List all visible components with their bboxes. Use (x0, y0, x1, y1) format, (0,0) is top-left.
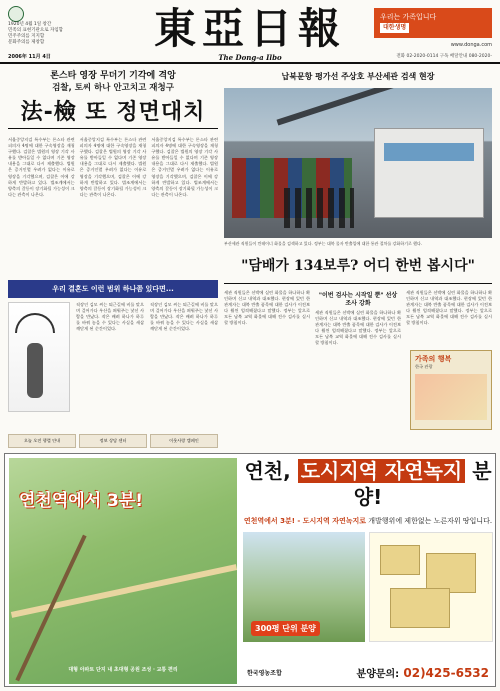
lot-block (426, 553, 476, 593)
issue-date: 2006年 11月 4日 (8, 54, 51, 60)
land-sale-ad[interactable] (4, 453, 496, 687)
quote-headline[interactable]: "담배가 134보루? 어디 한번 봅시다" (224, 257, 492, 284)
lead-body-column: 서울중앙지검 특수부는 론스타 관련 피의자 4명에 대한 구속영장을 재청구했다. 검찰은 법원의 영장 기각 사유를 받아들일 수 없다며 기존 영장 내용을 그대로 다시 제출했다. 법원은 증거인멸 우려가 없다는 이유로 영장을 기각했으며, 검찰은 이에 강하게 반발하고 있다. 법조계에서는 양측의 갈등이 장기화될 가능성이 크다는 관측이 나온다. (8, 137, 75, 197)
feature-body-column: 직장인 김모 씨는 퇴근길에 비를 맞으며 걸어가다 우산을 씌워주는 낯선 사람을 만났다. 작은 배려 하나가 하루를 바꿔 놓을 수 있다는 사실을 새삼 깨닫게 된 순간이었다. (150, 302, 218, 332)
ship-stripe-shape (384, 143, 474, 161)
ad-right-panel (243, 458, 493, 684)
photo-story-body: 세관 직원들은 선박에 실린 화물을 하나하나 확인하며 신고 내역과 대조했다. 현장에 있던 한 관계자는 대북 반출 품목에 대한 검사가 이전보다 훨씬 엄격해졌다고 말했다. 정부는 앞으로 모든 남북 교역 화물에 대해 전수 검사를 실시할 방침이다. (315, 309, 401, 345)
lot-block (380, 545, 420, 575)
feature-story (8, 280, 218, 430)
lead-body-columns (8, 137, 218, 198)
masthead-left-info (8, 6, 128, 46)
ad-map-title: 연천역에서 3분! (19, 491, 144, 511)
logo-seal-icon (8, 6, 24, 22)
side-ad[interactable] (410, 350, 492, 430)
ad-title-suffix: 분양! (353, 459, 492, 509)
ad-contact[interactable] (357, 665, 489, 680)
ship-shape (374, 128, 484, 218)
ad-subtitle-rest: 개발행위에 제한없는 노른자위 땅입니다. (368, 517, 493, 525)
customs-inspection-photo (224, 88, 492, 238)
photo-story-column (315, 290, 401, 347)
photo-story-subhead: "이번 검사는 시작일 뿐" 선상 조사 강화 (318, 291, 398, 307)
ad-contact-label: 분양문의: (356, 669, 400, 680)
ad-contact-phone: 02)425-6532 (403, 666, 489, 680)
divider (8, 128, 218, 129)
umbrella-sketch-illustration (8, 302, 70, 412)
side-ad-sub: 한국 관광 (415, 364, 433, 369)
lot-block (390, 588, 450, 628)
ad-title-prefix: 연천, (244, 459, 291, 483)
ad-subtitle (243, 516, 493, 526)
site-plan-map (369, 532, 493, 642)
masthead-info-line: 1920년 4월 1일 창간 (8, 22, 52, 27)
inspectors-shape (284, 188, 354, 228)
photo-story-column: 세관 직원들은 선박에 실린 화물을 하나하나 확인하며 신고 내역과 대조했다. 현장에 있던 한 관계자는 대북 반출 품목에 대한 검사가 이전보다 훨씬 엄격해졌다고 말했다. 정부는 앞으로 모든 남북 교역 화물에 대해 전수 검사를 실시할 방침이다. (224, 289, 310, 325)
photo-story (224, 70, 492, 346)
masthead-ad-text: 우리는 가족입니다 (380, 13, 437, 21)
landscape-photo (243, 532, 365, 642)
feature-headline[interactable]: 우리 결혼도 이런 범위 하나쯤 있다면... (8, 280, 218, 298)
masthead-contact-info: 전화 02-2020-0114 구독 배달안내 080-2020- (396, 54, 492, 59)
lead-kicker: 론스타 영장 무더기 기각에 격앙 (50, 71, 176, 81)
feature-body (8, 302, 218, 412)
masthead-info-line: 민족의 표현기관으로 자임함 (8, 28, 64, 33)
masthead-url[interactable]: www.donga.com (450, 42, 492, 48)
masthead (0, 0, 500, 64)
lead-headline[interactable]: 法-檢 또 정면대치 (20, 100, 206, 125)
newspaper-title: 東亞日報 (153, 4, 346, 53)
masthead-ad-brand: 대한생명 (380, 23, 409, 33)
ad-photos (243, 532, 493, 642)
photo-story-columns (224, 290, 492, 347)
mini-ad-item[interactable]: 정보 상담 센터 (79, 434, 147, 448)
ad-company (247, 670, 282, 678)
ad-title-highlight: 도시지역 자연녹지 (298, 459, 466, 483)
masthead-ad[interactable] (374, 8, 492, 38)
person-shape (27, 343, 43, 398)
mini-ad-item[interactable]: 오늘 오전 행렬 안내 (8, 434, 76, 448)
crane-shape (276, 88, 411, 125)
ad-badge: 300평 단위 분양 (251, 621, 320, 636)
lead-body-column: 서울중앙지검 특수부는 론스타 관련 피의자 4명에 대한 구속영장을 재청구했다. 검찰은 법원의 영장 기각 사유를 받아들일 수 없다며 기존 영장 내용을 그대로 다시 제출했다. 법원은 증거인멸 우려가 없다는 이유로 영장을 기각했으며, 검찰은 이에 강하게 반발하고 있다. 법조계에서는 양측의 갈등이 장기화될 가능성이 크다는 관측이 나온다. (79, 137, 147, 197)
ad-subtitle-highlight: 연천역에서 3분! - 도시지역 자연녹지로 (243, 517, 367, 525)
photo-headline[interactable]: 납북문항 평가선 주상호 부산세관 검색 현장 (281, 72, 435, 81)
ad-title (243, 458, 493, 510)
lead-story (8, 70, 218, 198)
feature-body-column: 직장인 김모 씨는 퇴근길에 비를 맞으며 걸어가다 우산을 씌워주는 낯선 사람을 만났다. 작은 배려 하나가 하루를 바꿔 놓을 수 있다는 사실을 새삼 깨닫게 된 순간이었다. (76, 302, 144, 332)
photo-caption: 부산세관 직원들이 컨테이너 화물을 검색하고 있다. 정부는 대북 물자 반출입에 대한 통관 절차를 강화하기로 했다. (224, 241, 423, 246)
ad-company-name: 한국영농조합 (247, 670, 282, 677)
photo-story-column: 세관 직원들은 선박에 실린 화물을 하나하나 확인하며 신고 내역과 대조했다. 현장에 있던 한 관계자는 대북 반출 품목에 대한 검사가 이전보다 훨씬 엄격해졌다고 말했다. 정부는 앞으로 모든 남북 교역 화물에 대해 전수 검사를 실시할 방침이다. (406, 289, 492, 325)
ad-map-caption: 대형 아파트 단지 내 초대형 공원 조성 · 교통 편리 (68, 667, 178, 673)
side-ad-image (415, 374, 487, 420)
road-shape (11, 564, 237, 618)
side-ad-title: 가족의 행복 (415, 355, 452, 363)
masthead-info-line: 민주주의를 지지함 (8, 34, 45, 39)
newspaper-english-title: The Dong-a Ilbo (218, 53, 282, 62)
mini-ad-strip (8, 434, 218, 448)
ad-map-illustration (9, 458, 237, 684)
lead-body-column: 서울중앙지검 특수부는 론스타 관련 피의자 4명에 대한 구속영장을 재청구했다. 검찰은 법원의 영장 기각 사유를 받아들일 수 없다며 기존 영장 내용을 그대로 다시 제출했다. 법원은 증거인멸 우려가 없다는 이유로 영장을 기각했으며, 검찰은 이에 강하게 반발하고 있다. 법조계에서는 양측의 갈등이 장기화될 가능성이 크다는 관측이 나온다. (151, 137, 219, 197)
umbrella-shape (15, 313, 55, 333)
masthead-info-line: 문화주의를 제창함 (8, 40, 45, 45)
mini-ad-item[interactable]: 이웃사랑 캠페인 (150, 434, 218, 448)
lead-subkicker: 검찰, 토씨 하나 안고치고 재청구 (52, 83, 174, 93)
